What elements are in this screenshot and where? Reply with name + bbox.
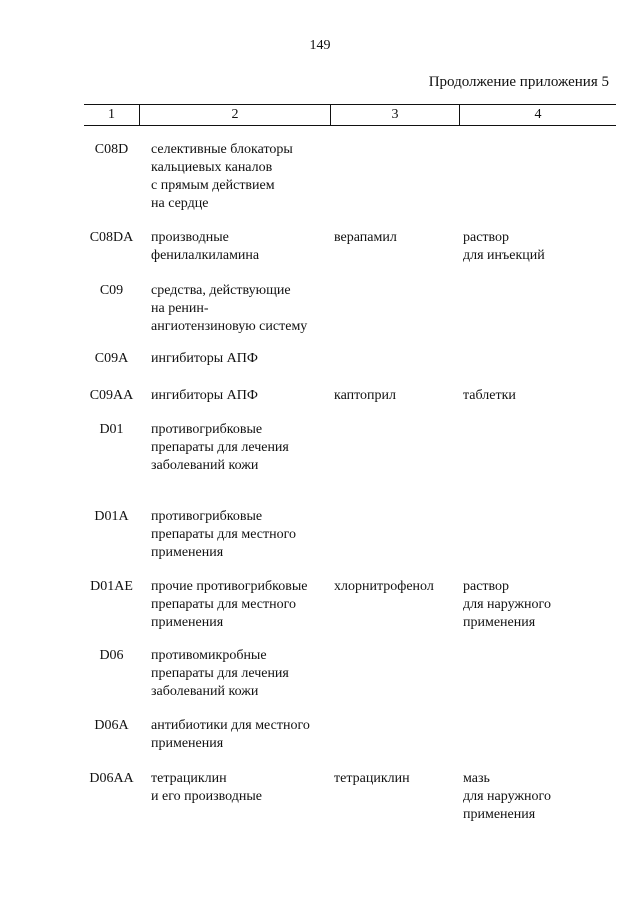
group-name: производные фенилалкиламина [151,230,260,263]
dosage-form: раствор для наружного применения [463,579,551,630]
group-name: прочие противогрибковые препараты для местного применения [151,579,308,630]
atc-code: D01A [94,509,129,524]
atc-code: C09AA [89,388,134,403]
group-name: противогрибковые препараты для лечения заболеваний кожи [151,422,289,473]
atc-code: D01AE [90,579,133,594]
group-name: селективные блокаторы кальциевых каналов с прямым действием на сердце [151,142,293,211]
atc-code: C08DA [89,230,134,245]
dosage-form: раствор для инъекций [463,230,545,263]
atc-code: D01 [99,422,124,437]
atc-code: C08D [94,142,129,157]
column-header-3: 3 [331,105,460,125]
group-name: противогрибковые препараты для местного применения [151,509,296,560]
column-header-2: 2 [140,105,331,125]
dosage-form: мазь для наружного применения [463,771,551,822]
page-number: 149 [309,38,331,53]
table-header [84,104,616,126]
group-name: тетрациклин и его производные [151,771,262,804]
atc-code: D06AA [89,771,134,786]
dosage-form: таблетки [463,388,516,403]
column-header-4: 4 [534,107,542,122]
atc-code: D06 [99,648,124,663]
atc-code: D06A [94,718,129,733]
group-name: противомикробные препараты для лечения заболеваний кожи [151,648,289,699]
drug-name: верапамил [334,230,397,245]
group-name: средства, действующие на ренин- ангиотензиновую систему [151,283,308,334]
column-header-1: 1 [84,105,140,125]
drug-name: каптоприл [334,388,397,403]
group-name: ингибиторы АПФ [151,388,258,403]
group-name: ингибиторы АПФ [151,351,258,366]
group-name: антибиотики для местного применения [151,718,310,751]
atc-code: C09 [99,283,124,298]
drug-name: хлорнитрофенол [334,579,434,594]
drug-name: тетрациклин [334,771,410,786]
atc-code: C09A [94,351,129,366]
appendix-title: Продолжение приложения 5 [428,74,609,90]
